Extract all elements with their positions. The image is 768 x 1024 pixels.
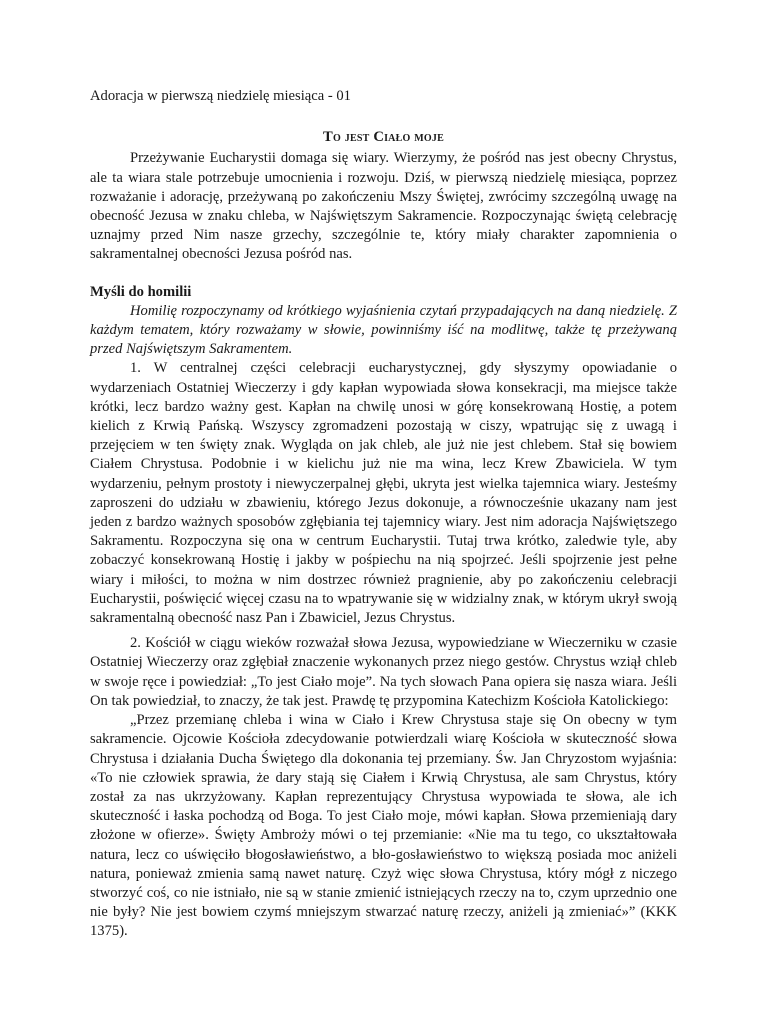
document-title: To jest Ciało moje [323, 129, 444, 146]
point-1-paragraph: 1. W centralnej części celebracji eucharystycznej, gdy słyszymy opowiadanie o wydarzeniach Ostatniej Wieczerzy i gdy kapłan wypowiada słowa konsekracji, ma miejsce także krótki, lecz bardzo ważny gest. Kapłan na chwilę unosi w górę konsekrowaną Hostię, a potem kielich z Krwią Pańską. Wszyscy zgromadzeni pozostają w ciszy, wpatrując się z uwagą i przejęciem w ten święty znak. Wygląda on jak chleb, ale już nie jest chlebem. Stał się bowiem Ciałem Chrystusa. Podobnie i w kielichu już nie ma wina, lecz Krew Zbawiciela. W tym wydarzeniu, pełnym prostoty i niewyczerpalnej głębi, ukryta jest wielka tajemnica wiary. Jesteśmy zaproszeni do udziału w zbawieniu, którego Jezus dokonuje, a równocześnie ukazany nam jest jeden z bardzo ważnych sposobów zgłębiania tej tajemnicy wiary. Jest nim adoracja Najświętszego Sakramentu. Rozpoczyna się ona w centrum Eucharystii. Tutaj trwa krótko, zaledwie tyle, aby zobaczyć konsekrowaną Hostię i jakby w pośpiechu na nią spojrzeć. Jeśli spojrzenie jest pełne wiary i miłości, to można w nim dostrzec również pragnienie, aby po zakończeniu celebracji Eucharystii, poświęcić więcej czasu na to wpatrywanie się w widzialny znak, w którym ukrył swoją sakramentalną obecność nasz Pan i Zbawiciel, Jezus Chrystus. [90, 360, 677, 627]
document-header: Adoracja w pierwszą niedzielę miesiąca - 01 [90, 88, 351, 104]
section-heading: Myśli do homilii [90, 283, 192, 300]
homily-intro-paragraph: Homilię rozpoczynamy od krótkiego wyjaśnienia czytań przypadających na daną niedzielę. Z każdym tematem, który rozważamy w słowie, powinniśmy iść na modlitwę, także tę przeżywaną przed Najświętszym Sakramentem. [90, 302, 677, 358]
catechism-quote: „Przez przemianę chleba i wina w Ciało i Krew Chrystusa staje się On obecny w tym sakramencie. Ojcowie Kościoła zdecydowanie potwierdzali wiarę Kościoła w skuteczność słowa Chrystusa i działania Ducha Świętego dla dokonania tej przemiany. Św. Jan Chryzostom wyjaśnia: «To nie człowiek sprawia, że dary stają się Ciałem i Krwią Chrystusa, ale sam Chrystus, który został za nas ukrzyżowany. Kapłan reprezentujący Chrystusa wypowiada te słowa, ale ich skuteczność i łaska pochodzą od Boga. To jest Ciało moje, mówi kapłan. Słowa przemieniają dary złożone w ofierze». Święty Ambroży mówi o tej przemianie: «Nie ma tu tego, co ukształtowała natura, lecz co uświęciło błogosławieństwo, a bło-gosławieństwo to większą posiada moc aniżeli natura, ponieważ zmienia samą nawet naturę. Czyż więc słowa Chrystusa, który mógł z niczego stworzyć coś, co nie istniało, nie są w stanie zmienić istniejących rzeczy na to, czym uprzednio one nie były? Nie jest bowiem czymś mniejszym stwarzać naturę rzeczy, aniżeli ją zmieniać»” (KKK 1375). [90, 712, 677, 940]
document-page [90, 87, 677, 942]
point-2-paragraph: 2. Kościół w ciągu wieków rozważał słowa Jezusa, wypowiedziane w Wieczerniku w czasie Ostatniej Wieczerzy oraz zgłębiał znaczenie wykonanych przez niego gestów. Chrystus wziął chleb w swoje ręce i powiedział: „To jest Ciało moje”. Na tych słowach Pana opiera się nasza wiara. Jeśli On tak powiedział, to znaczy, że tak jest. Prawdę tę przypomina Katechizm Kościoła Katolickiego: [90, 635, 677, 709]
intro-paragraph: Przeżywanie Eucharystii domaga się wiary. Wierzymy, że pośród nas jest obecny Chrystus, ale ta wiara stale potrzebuje umocnienia i rozwoju. Dziś, w pierwszą niedzielę miesiąca, poprzez rozważanie i adorację, przeżywaną po zakończeniu Mszy Świętej, zwrócimy szczególną uwagę na obecność Jezusa w znaku chleba, w Najświętszym Sakramencie. Rozpoczynając świętą celebrację uznajmy przed Nim nasze grzechy, szczególnie te, który miały charakter zapomnienia o sakramentalnej obecności Jezusa pośród nas. [90, 150, 677, 263]
